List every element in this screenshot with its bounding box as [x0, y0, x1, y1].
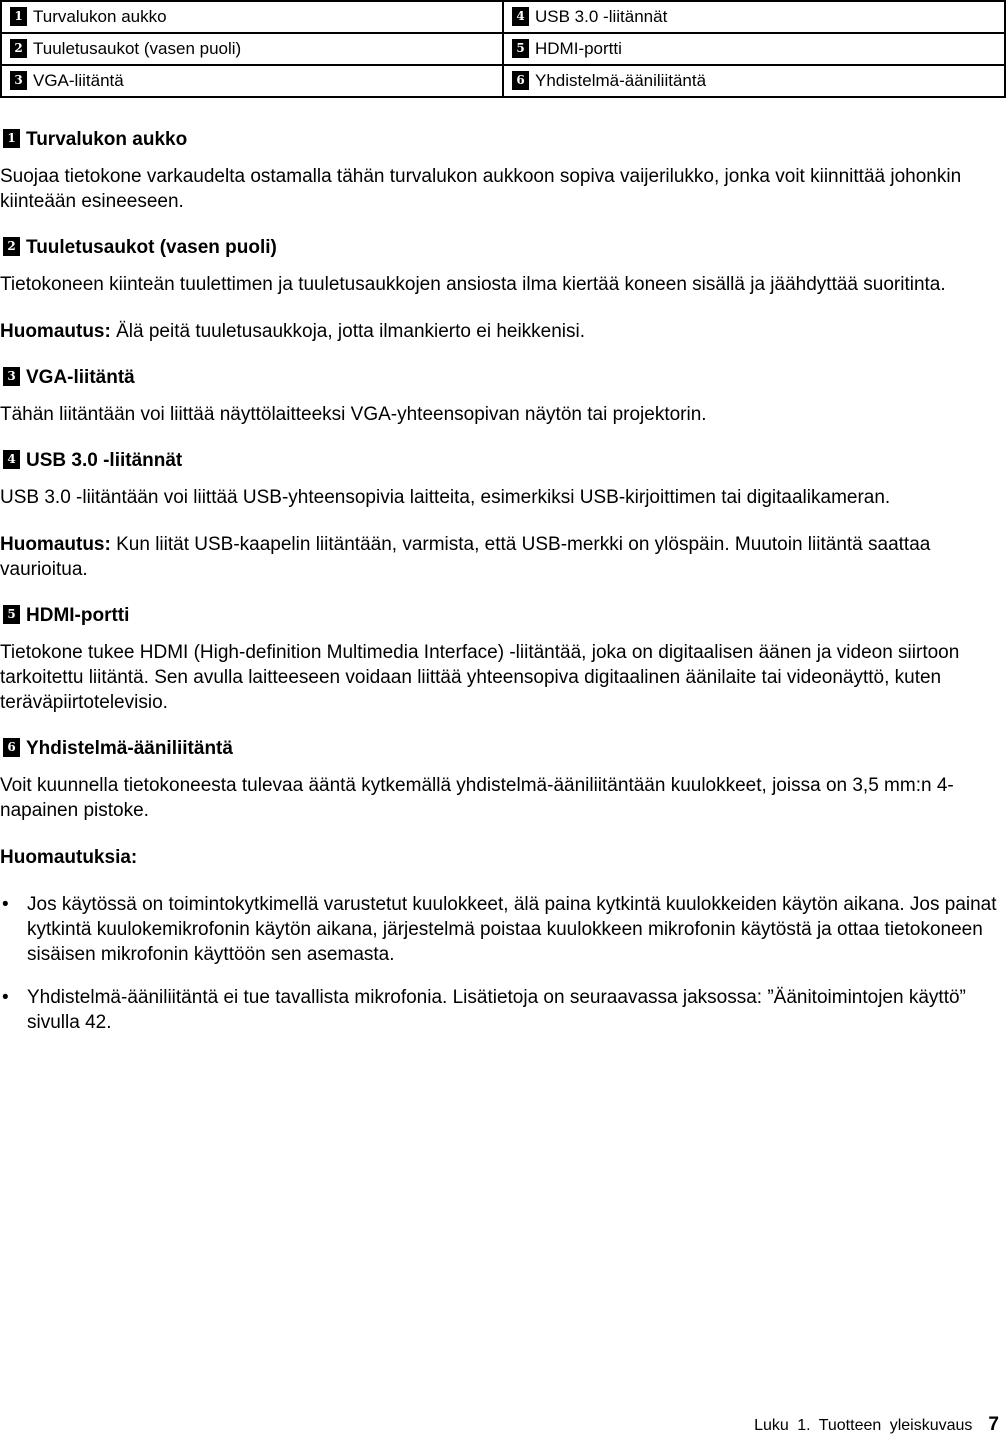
section-heading	[0, 366, 998, 390]
section-heading	[0, 449, 998, 473]
table-cell-label: Tuuletusaukot (vasen puoli)	[33, 38, 242, 58]
table-cell	[503, 1, 1005, 33]
section-vga-connector	[0, 366, 998, 427]
note-label: Huomautus:	[0, 321, 111, 342]
note-text: Älä peitä tuuletusaukkoja, jotta ilmankierto ei heikkenisi.	[116, 321, 586, 342]
table-cell	[1, 65, 503, 97]
table-row	[1, 33, 1005, 65]
list-item-text: Jos käytössä on toimintokytkimellä varustetut kuulokkeet, älä paina kytkintä kuulokkeiden käytön aikana. Jos painat kytkintä kuulokemikrofonin käytön aikana, järjestelmä poistaa kuulokkeen mikrofonin käytöstä ja ottaa tietokoneen sisäisen mikrofonin käyttöön sen asemasta.	[27, 894, 997, 965]
callout-number-badge: 4	[3, 450, 20, 469]
note	[0, 532, 998, 582]
section-hdmi-port	[0, 604, 998, 715]
section-heading-text: VGA-liitäntä	[26, 367, 135, 388]
note-text: Kun liität USB-kaapelin liitäntään, varmista, että USB-merkki on ylöspäin. Muutoin liitäntä saattaa vaurioitua.	[0, 534, 931, 580]
connector-overview-table	[0, 0, 1006, 98]
bullet-icon: •	[2, 894, 9, 915]
callout-number-badge: 6	[512, 71, 529, 90]
callout-number-badge: 3	[3, 367, 20, 386]
callout-number-badge: 4	[512, 7, 529, 26]
section-body: Tietokoneen kiinteän tuulettimen ja tuuletusaukkojen ansiosta ilma kiertää koneen sisällä ja jäähdyttää suoritinta.	[0, 274, 946, 295]
table-cell	[1, 1, 503, 33]
bullet-icon: •	[2, 987, 9, 1008]
callout-number-badge: 2	[10, 39, 27, 58]
table-cell	[1, 33, 503, 65]
section-body: Tähän liitäntään voi liittää näyttölaitteeksi VGA-yhteensopivan näytön tai projektorin.	[0, 404, 707, 425]
list-item	[0, 892, 998, 967]
callout-number-badge: 5	[3, 605, 20, 624]
notes-list	[0, 892, 998, 1035]
table-row	[1, 65, 1005, 97]
callout-number-badge: 5	[512, 39, 529, 58]
note-label: Huomautus:	[0, 534, 111, 555]
note	[0, 319, 998, 344]
table-cell-label: Yhdistelmä-ääniliitäntä	[535, 70, 707, 90]
section-heading-text: USB 3.0 -liitännät	[26, 450, 183, 471]
section-body: Tietokone tukee HDMI (High-definition Multimedia Interface) -liitäntää, joka on digitaalisen äänen ja videon siirtoon tarkoitettu liitäntä. Sen avulla laitteeseen voidaan liittää yhteensopiva digitaalinen äänilaite tai videonäyttö, kuten teräväpiirtotelevisio.	[0, 642, 960, 713]
callout-number-badge: 1	[3, 129, 20, 148]
callout-number-badge: 3	[10, 71, 27, 90]
section-heading	[0, 737, 998, 761]
table-cell-label: HDMI-portti	[535, 38, 622, 58]
table-cell	[503, 65, 1005, 97]
section-heading	[0, 128, 998, 152]
section-body: Voit kuunnella tietokoneesta tulevaa ääntä kytkemällä yhdistelmä-ääniliitäntään kuulokkeet, joissa on 3,5 mm:n 4-napainen pistoke.	[0, 775, 954, 821]
notes-label: Huomautuksia:	[0, 847, 138, 868]
section-audio-jack	[0, 737, 998, 1035]
page-number: 7	[988, 1414, 999, 1435]
list-item	[0, 985, 998, 1035]
page-footer	[754, 1414, 999, 1437]
section-security-lock-slot	[0, 128, 998, 214]
connector-descriptions	[0, 128, 998, 1053]
section-heading-text: HDMI-portti	[26, 605, 130, 626]
section-body: Suojaa tietokone varkaudelta ostamalla tähän turvalukon aukkoon sopiva vaijerilukko, jonka voit kiinnittää johonkin kiinteään esineeseen.	[0, 166, 962, 212]
list-item-text: Yhdistelmä-ääniliitäntä ei tue tavallista mikrofonia. Lisätietoja on seuraavassa jaksossa: ”Äänitoimintojen käyttö” sivulla 42.	[27, 987, 966, 1033]
table-cell-label: VGA-liitäntä	[33, 70, 124, 90]
section-heading	[0, 604, 998, 628]
table-cell-label: Turvalukon aukko	[33, 6, 167, 26]
table-cell	[503, 33, 1005, 65]
table-cell-label: USB 3.0 -liitännät	[535, 6, 668, 26]
callout-number-badge: 1	[10, 7, 27, 26]
section-heading-text: Turvalukon aukko	[26, 129, 188, 150]
section-heading-text: Tuuletusaukot (vasen puoli)	[26, 237, 277, 258]
callout-number-badge: 2	[3, 237, 20, 256]
footer-chapter-title: Luku 1. Tuotteen yleiskuvaus	[754, 1417, 973, 1434]
callout-number-badge: 6	[3, 738, 20, 757]
table-row	[1, 1, 1005, 33]
section-heading-text: Yhdistelmä-ääniliitäntä	[26, 738, 233, 759]
section-body: USB 3.0 -liitäntään voi liittää USB-yhteensopivia laitteita, esimerkiksi USB-kirjoittimen tai digitaalikameran.	[0, 487, 891, 508]
section-heading	[0, 236, 998, 260]
section-usb-connectors	[0, 449, 998, 582]
section-vents	[0, 236, 998, 344]
